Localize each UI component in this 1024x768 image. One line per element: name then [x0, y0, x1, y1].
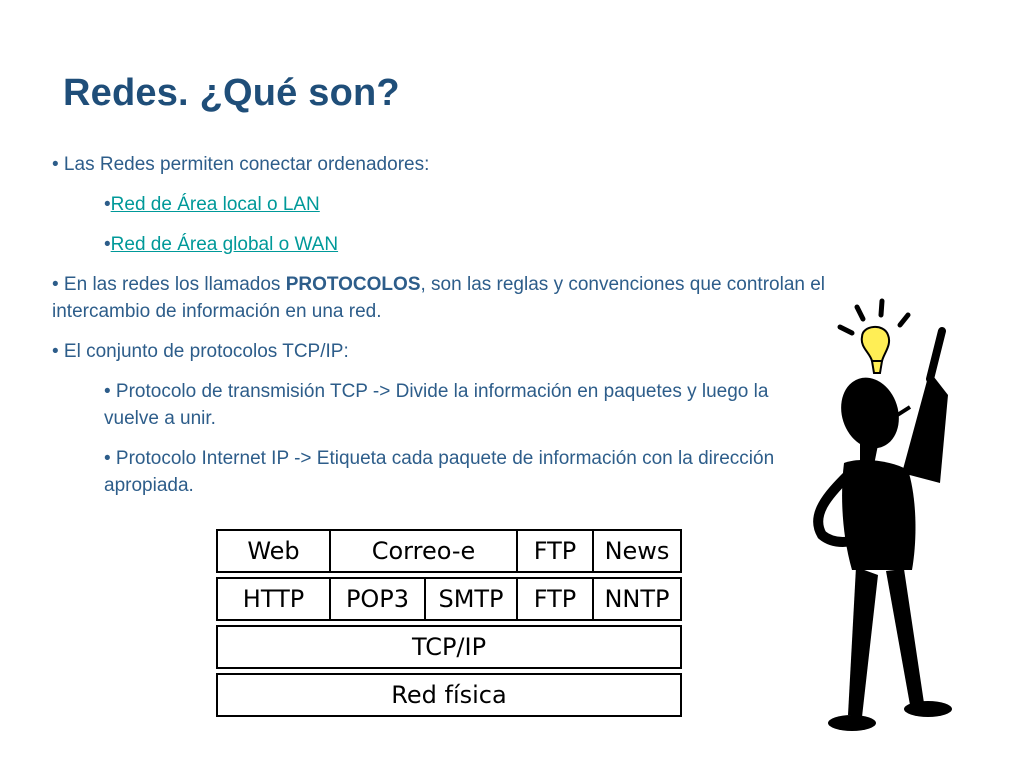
- bullet-ip: • Protocolo Internet IP -> Etiqueta cada paquete de información con la dirección apropiada.: [104, 448, 775, 496]
- stack-cell: FTP: [516, 529, 594, 573]
- stack-cell: POP3: [329, 577, 426, 621]
- lan-link[interactable]: Red de Área local o LAN: [110, 194, 320, 215]
- stack-row-applications: [216, 529, 682, 573]
- bullet-lan-prefix: •: [104, 194, 111, 215]
- stack-cell: TCP/IP: [216, 625, 682, 669]
- stack-cell: Correo-e: [329, 529, 518, 573]
- stack-cell: News: [592, 529, 682, 573]
- stack-cell: Web: [216, 529, 331, 573]
- lightbulb-icon: [862, 327, 889, 373]
- bullet-networks: • Las Redes permiten conectar ordenadores:: [52, 154, 430, 175]
- bullet-protocols: [52, 271, 872, 325]
- bullet-protocols-end: , son las reglas y convenciones que controlan el intercambio de información en una red.: [52, 274, 826, 322]
- stack-cell: SMTP: [424, 577, 518, 621]
- bullet-tcpip: • El conjunto de protocolos TCP/IP:: [52, 341, 349, 362]
- stack-cell: FTP: [516, 577, 594, 621]
- protocol-stack-diagram: [216, 529, 682, 721]
- slide-body: [52, 151, 872, 512]
- stack-cell: NNTP: [592, 577, 682, 621]
- bullet-wan-prefix: •: [104, 234, 111, 255]
- wan-link[interactable]: Red de Área global o WAN: [110, 234, 339, 255]
- stack-row-physical: [216, 673, 682, 717]
- stack-cell: HTTP: [216, 577, 331, 621]
- bullet-wan: [52, 231, 872, 258]
- stack-cell: Red física: [216, 673, 682, 717]
- protocols-term: PROTOCOLOS: [285, 274, 421, 295]
- idea-person-icon: [800, 295, 970, 745]
- bullet-tcp: • Protocolo de transmisión TCP -> Divide la información en paquetes y luego la vuelve a unir.: [104, 381, 769, 429]
- stack-row-protocols: [216, 577, 682, 621]
- stack-row-transport: [216, 625, 682, 669]
- slide-title: Redes. ¿Qué son?: [63, 72, 400, 114]
- bullet-protocols-start: • En las redes los llamados: [52, 274, 286, 295]
- bullet-lan: [52, 191, 872, 218]
